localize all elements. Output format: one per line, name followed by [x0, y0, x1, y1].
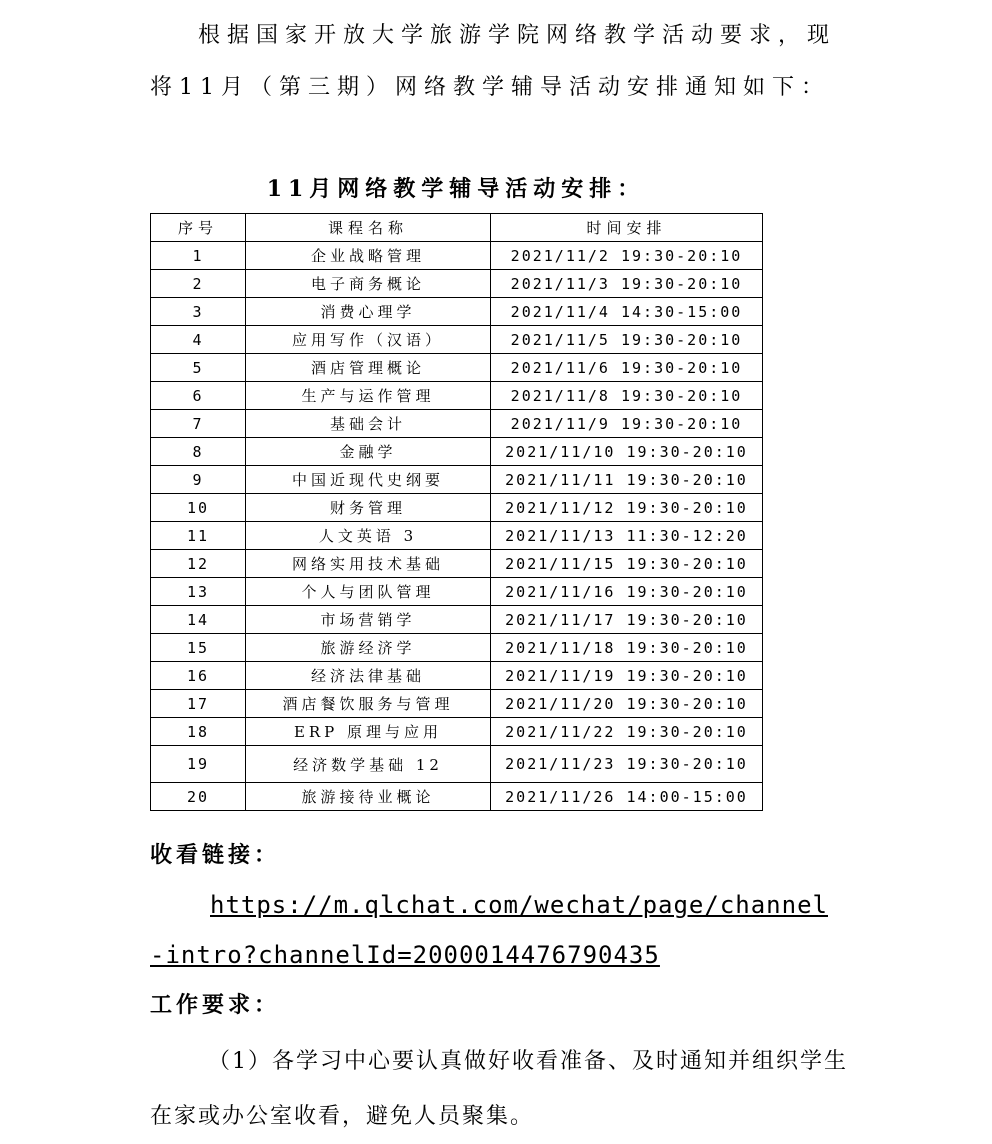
intro-paragraph: 根据国家开放大学旅游学院网络教学活动要求，现将11月（第三期）网络教学辅导活动安排通知如下： [150, 23, 837, 100]
row-course: 旅游接待业概论 [246, 783, 491, 811]
row-course: 企业战略管理 [246, 242, 491, 270]
row-course: 中国近现代史纲要 [246, 466, 491, 494]
row-time: 2021/11/9 19:30-20:10 [491, 410, 763, 438]
row-course: 网络实用技术基础 [246, 550, 491, 578]
table-row [151, 354, 763, 382]
row-time: 2021/11/10 19:30-20:10 [491, 438, 763, 466]
table-row [151, 690, 763, 718]
table-row [151, 410, 763, 438]
row-number: 6 [151, 382, 246, 410]
row-number: 13 [151, 578, 246, 606]
watch-link[interactable]: https://m.qlchat.com/wechat/page/channel-intro?channelId=2000014476790435 [150, 891, 828, 969]
table-row [151, 662, 763, 690]
schedule-table [150, 213, 763, 811]
header-course: 课程名称 [246, 214, 491, 242]
row-course: 基础会计 [246, 410, 491, 438]
row-time: 2021/11/2 19:30-20:10 [491, 242, 763, 270]
table-row [151, 634, 763, 662]
row-number: 8 [151, 438, 246, 466]
row-time: 2021/11/11 19:30-20:10 [491, 466, 763, 494]
table-row [151, 270, 763, 298]
row-time: 2021/11/3 19:30-20:10 [491, 270, 763, 298]
row-number: 9 [151, 466, 246, 494]
row-course: 经济法律基础 [246, 662, 491, 690]
row-course: 个人与团队管理 [246, 578, 491, 606]
table-row [151, 326, 763, 354]
row-time: 2021/11/8 19:30-20:10 [491, 382, 763, 410]
row-number: 18 [151, 718, 246, 746]
table-row [151, 466, 763, 494]
row-number: 4 [151, 326, 246, 354]
row-time: 2021/11/16 19:30-20:10 [491, 578, 763, 606]
requirements-label: 工作要求： [150, 992, 281, 1018]
row-number: 16 [151, 662, 246, 690]
row-number: 3 [151, 298, 246, 326]
table-row [151, 522, 763, 550]
row-time: 2021/11/23 19:30-20:10 [491, 746, 763, 783]
row-time: 2021/11/18 19:30-20:10 [491, 634, 763, 662]
row-course: ERP 原理与应用 [246, 718, 491, 746]
table-header-row [151, 214, 763, 242]
table-row [151, 438, 763, 466]
row-course: 经济数学基础 12 [246, 746, 491, 783]
table-row [151, 550, 763, 578]
row-number: 15 [151, 634, 246, 662]
row-time: 2021/11/12 19:30-20:10 [491, 494, 763, 522]
row-number: 10 [151, 494, 246, 522]
header-number: 序号 [151, 214, 246, 242]
table-title: 11月网络教学辅导活动安排： [266, 176, 646, 202]
table-row [151, 783, 763, 811]
row-time: 2021/11/19 19:30-20:10 [491, 662, 763, 690]
row-number: 19 [151, 746, 246, 783]
row-number: 5 [151, 354, 246, 382]
requirement-item-1: （1）各学习中心要认真做好收看准备、及时通知并组织学生在家或办公室收看，避免人员聚集。 [150, 1049, 848, 1129]
row-course: 应用写作（汉语） [246, 326, 491, 354]
row-time: 2021/11/17 19:30-20:10 [491, 606, 763, 634]
table-row [151, 494, 763, 522]
row-course: 旅游经济学 [246, 634, 491, 662]
table-row [151, 606, 763, 634]
row-number: 20 [151, 783, 246, 811]
table-row [151, 298, 763, 326]
header-time: 时间安排 [491, 214, 763, 242]
row-course: 财务管理 [246, 494, 491, 522]
row-number: 1 [151, 242, 246, 270]
row-course: 酒店管理概论 [246, 354, 491, 382]
row-number: 12 [151, 550, 246, 578]
table-row [151, 578, 763, 606]
row-course: 生产与运作管理 [246, 382, 491, 410]
row-number: 2 [151, 270, 246, 298]
row-time: 2021/11/20 19:30-20:10 [491, 690, 763, 718]
row-time: 2021/11/26 14:00-15:00 [491, 783, 763, 811]
row-course: 金融学 [246, 438, 491, 466]
row-course: 人文英语 3 [246, 522, 491, 550]
row-course: 酒店餐饮服务与管理 [246, 690, 491, 718]
watch-link-paragraph [150, 880, 840, 980]
row-time: 2021/11/4 14:30-15:00 [491, 298, 763, 326]
row-course: 电子商务概论 [246, 270, 491, 298]
row-time: 2021/11/15 19:30-20:10 [491, 550, 763, 578]
row-number: 14 [151, 606, 246, 634]
row-number: 17 [151, 690, 246, 718]
row-course: 消费心理学 [246, 298, 491, 326]
row-number: 11 [151, 522, 246, 550]
table-row [151, 746, 763, 783]
row-time: 2021/11/5 19:30-20:10 [491, 326, 763, 354]
row-time: 2021/11/22 19:30-20:10 [491, 718, 763, 746]
watch-link-label: 收看链接： [150, 842, 281, 868]
row-course: 市场营销学 [246, 606, 491, 634]
row-time: 2021/11/13 11:30-12:20 [491, 522, 763, 550]
row-time: 2021/11/6 19:30-20:10 [491, 354, 763, 382]
table-row [151, 718, 763, 746]
table-row [151, 242, 763, 270]
table-row [151, 382, 763, 410]
row-number: 7 [151, 410, 246, 438]
